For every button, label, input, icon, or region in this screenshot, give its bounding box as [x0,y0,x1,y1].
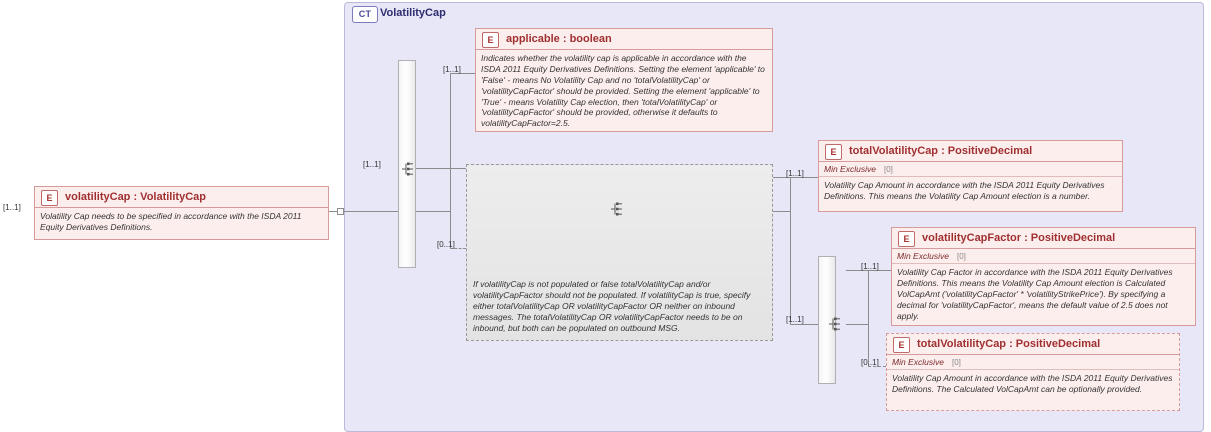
connector-stub-to-seq1 [344,211,398,212]
connector-root-to-stub [329,211,337,212]
connector-group-to-seq2 [790,324,818,325]
cardinality-totalvolatilitycap-1: [1..1] [786,169,804,178]
element-totalvolatilitycap-1[interactable] [818,140,1123,212]
facet-value: [0] [883,164,893,174]
element-badge-icon: E [41,190,58,206]
connector-branch-vertical-bottom [450,168,451,248]
connector-expand-stub [337,208,344,215]
connector-seq2-branch-vertical [868,270,869,366]
complex-type-title: VolatilityCap [380,7,446,19]
facet-label: Min Exclusive [824,164,876,174]
cardinality-seq1: [1..1] [363,160,381,169]
cardinality-root-left: [1..1] [3,203,21,212]
complex-type-badge: CT [352,6,378,23]
element-volatilitycapfactor-doc: Volatility Cap Factor in accordance with the ISDA 2011 Equity Derivatives Definitions. This means the Volatility Cap Amount election is Calculated VolCapAmt ('volatilityCapFactor' * 'volatilityStrikePrice'). By specifying a decimal for 'volatilityCapFactor', means the default value of 2.5 does not apply. [897,267,1173,321]
sequence-glyph-2 [826,315,844,333]
element-applicable-header [476,29,772,50]
cardinality-volatilitycapfactor: [1..1] [861,262,879,271]
element-totalvolatilitycap-2-header [887,334,1179,355]
facet-value: [0] [956,251,966,261]
element-totalvolatilitycap-1-name: totalVolatilityCap : PositiveDecimal [849,145,1033,157]
element-applicable[interactable] [475,28,773,132]
element-badge-icon: E [482,32,499,48]
cardinality-seq2: [1..1] [786,315,804,324]
element-totalvolatilitycap-2-name: totalVolatilityCap : PositiveDecimal [917,338,1101,350]
connector-seq2-mid [846,324,868,325]
model-group-choice[interactable] [466,164,773,341]
element-totalvolatilitycap-1-doc: Volatility Cap Amount in accordance with the ISDA 2011 Equity Derivatives Definitions. This means the Volatility Cap Amount election is a number. [824,180,1105,201]
element-totalvolatilitycap-1-header [819,141,1122,162]
element-volatilitycapfactor-header [892,228,1195,249]
element-volatilitycap-header [35,187,328,208]
model-group-note: If volatilityCap is not populated or false totalVolatilityCap and/or volatilityCapFactor should not be populated. If volatilityCap is true, specify either totalVolatilityCap OR volatilityCapFactor OR neither on inbound messages. The totalVolatilityCap OR volatilityCapFactor needs to be on inbound, but both can be populated on outbound MSG. [473,278,751,333]
element-volatilitycap[interactable] [34,186,329,240]
element-applicable-name: applicable : boolean [506,33,612,45]
facet-label: Min Exclusive [897,251,949,261]
connector-seq1-to-applicable [416,168,466,169]
element-volatilitycap-doc: Volatility Cap needs to be specified in accordance with the ISDA 2011 Equity Derivatives Definitions. [40,211,302,232]
facet-min-exclusive [887,355,1179,370]
facet-label: Min Exclusive [892,357,944,367]
connector-branch-vertical-top [450,73,451,169]
facet-min-exclusive [819,162,1122,177]
cardinality-applicable: [1..1] [443,65,461,74]
connector-seq1-mid [416,211,450,212]
element-badge-icon: E [893,337,910,353]
element-badge-icon: E [898,231,915,247]
element-totalvolatilitycap-2-doc: Volatility Cap Amount in accordance with the ISDA 2011 Equity Derivatives Definitions. The Calculated VolCapAmt can be optionally provided. [892,373,1173,394]
element-badge-icon: E [825,144,842,160]
connector-group-branch-vertical [790,177,791,324]
facet-min-exclusive [892,249,1195,264]
model-group-glyph [608,200,626,218]
element-applicable-doc: Indicates whether the volatility cap is applicable in accordance with the ISDA 2011 Equity Derivatives Definitions. Setting the element 'applicable' to 'False' - means No Volatility Cap and no 'totalVolatilityCap' or 'volatilityCapFactor' should be provided. Setting the element 'applicable' to 'True' - means Volatility Cap election, then 'totalVolatilityCap' or 'volatilityCapFactor' should be provided, otherwise it defaults to volatilityCapFactor=2.5. [481,53,765,129]
sequence-glyph-1 [399,160,417,178]
cardinality-totalvolatilitycap-2: [0..1] [861,358,879,367]
connector-group-out [773,211,790,212]
cardinality-model-group: [0..1] [437,240,455,249]
element-totalvolatilitycap-2[interactable] [886,333,1180,411]
element-volatilitycap-name: volatilityCap : VolatilityCap [65,191,206,203]
facet-value: [0] [951,357,961,367]
element-volatilitycapfactor[interactable] [891,227,1196,326]
element-volatilitycapfactor-name: volatilityCapFactor : PositiveDecimal [922,232,1116,244]
